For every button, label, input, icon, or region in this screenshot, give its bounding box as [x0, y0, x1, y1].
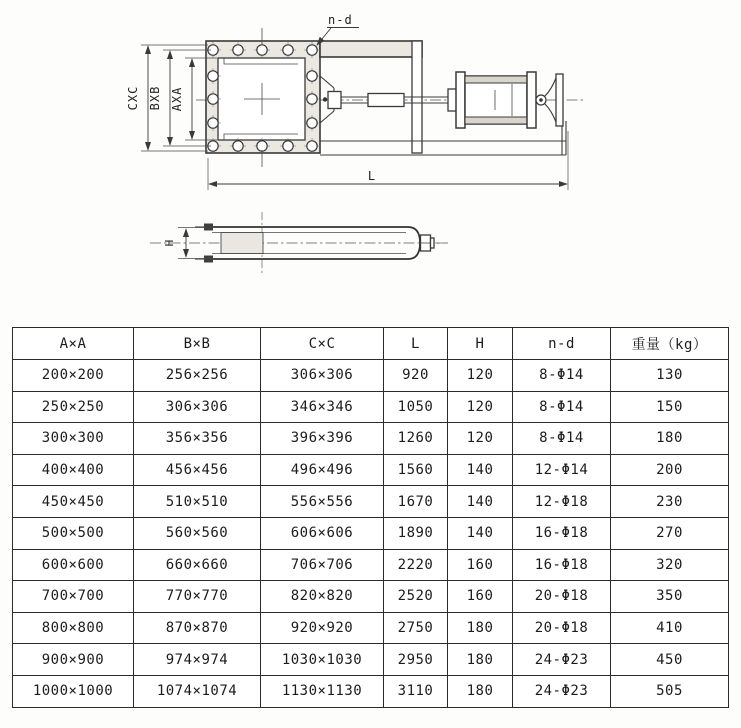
table-cell: 270 [611, 517, 729, 549]
table-cell: 700×700 [13, 581, 134, 613]
stem-coupler [368, 94, 404, 107]
table-cell: 1260 [384, 423, 448, 455]
table-row [13, 517, 729, 549]
table-cell: 320 [611, 549, 729, 581]
table-cell: 606×606 [261, 517, 384, 549]
col-header-cxc: C×C [261, 328, 384, 360]
rear-bell [536, 74, 563, 155]
technical-drawing [0, 0, 741, 322]
table-cell: 120 [448, 360, 513, 392]
table-cell: 8-Φ14 [513, 360, 611, 392]
table-cell: 8-Φ14 [513, 391, 611, 423]
table-cell: 706×706 [261, 549, 384, 581]
table-cell: 180 [448, 612, 513, 644]
table-cell: 16-Φ18 [513, 517, 611, 549]
table-cell: 974×974 [134, 644, 261, 676]
table-row [13, 549, 729, 581]
col-header-h: H [448, 328, 513, 360]
table-cell: 800×800 [13, 612, 134, 644]
stud-nut-bottom [204, 256, 213, 263]
dim-label-bxb: BXB [148, 85, 162, 111]
dim-label-axa: AXA [170, 86, 184, 112]
clevis-pin [323, 97, 327, 101]
table-cell: 456×456 [134, 454, 261, 486]
table-cell: 600×600 [13, 549, 134, 581]
table-cell: 20-Φ18 [513, 612, 611, 644]
table-cell: 1130×1130 [261, 675, 384, 707]
side-gate-block [221, 233, 263, 254]
table-cell: 120 [448, 423, 513, 455]
col-header-l: L [384, 328, 448, 360]
stud-nut-top [204, 224, 213, 231]
table-cell: 24-Φ23 [513, 675, 611, 707]
table-cell: 2220 [384, 549, 448, 581]
table-row [13, 486, 729, 518]
table-cell: 200 [611, 454, 729, 486]
col-header-axa: A×A [13, 328, 134, 360]
table-cell: 660×660 [134, 549, 261, 581]
table-row [13, 423, 729, 455]
table-cell: 450 [611, 644, 729, 676]
table-cell: 396×396 [261, 423, 384, 455]
table-cell: 496×496 [261, 454, 384, 486]
table-row [13, 391, 729, 423]
table-cell: 140 [448, 454, 513, 486]
table-cell: 1000×1000 [13, 675, 134, 707]
col-header-nd: n-d [513, 328, 611, 360]
table-cell: 20-Φ18 [513, 581, 611, 613]
table-cell: 140 [448, 486, 513, 518]
dimension-cxc [126, 45, 208, 151]
dim-label-n-d: n-d [328, 13, 353, 27]
table-cell: 180 [448, 675, 513, 707]
col-header-weight: 重量（kg） [611, 328, 729, 360]
table-row [13, 360, 729, 392]
table-row [13, 454, 729, 486]
dim-label-l: L [367, 169, 377, 183]
table-cell: 180 [448, 644, 513, 676]
table-cell: 150 [611, 391, 729, 423]
cylinder-bottom-band [465, 117, 527, 124]
table-cell: 410 [611, 612, 729, 644]
table-cell: 2750 [384, 612, 448, 644]
dim-label-cxc: CXC [126, 85, 140, 111]
table-cell: 306×306 [261, 360, 384, 392]
table-cell: 180 [611, 423, 729, 455]
table-cell: 160 [448, 549, 513, 581]
table-cell: 346×346 [261, 391, 384, 423]
table-cell: 12-Φ18 [513, 486, 611, 518]
table-cell: 140 [448, 517, 513, 549]
table-cell: 300×300 [13, 423, 134, 455]
table-cell: 1030×1030 [261, 644, 384, 676]
table-cell: 400×400 [13, 454, 134, 486]
hub-center-dot [539, 98, 543, 102]
table-cell: 1560 [384, 454, 448, 486]
dimension-table [12, 327, 729, 708]
table-cell: 24-Φ23 [513, 644, 611, 676]
table-cell: 200×200 [13, 360, 134, 392]
table-cell: 900×900 [13, 644, 134, 676]
table-cell: 12-Φ14 [513, 454, 611, 486]
cylinder-left-cap [456, 72, 465, 128]
table-cell: 510×510 [134, 486, 261, 518]
table-row [13, 675, 729, 707]
table-cell: 120 [448, 391, 513, 423]
table-cell: 2950 [384, 644, 448, 676]
table-cell: 450×450 [13, 486, 134, 518]
cylinder-top-band [465, 76, 527, 83]
table-cell: 1074×1074 [134, 675, 261, 707]
table-cell: 130 [611, 360, 729, 392]
table-cell: 16-Φ18 [513, 549, 611, 581]
table-cell: 505 [611, 675, 729, 707]
side-view [150, 212, 448, 274]
table-cell: 870×870 [134, 612, 261, 644]
cylinder-right-cap [527, 72, 536, 128]
clevis-block [328, 92, 341, 109]
cylinder-actuator [448, 72, 536, 128]
table-cell: 556×556 [261, 486, 384, 518]
table-cell: 160 [448, 581, 513, 613]
table-cell: 356×356 [134, 423, 261, 455]
table-cell: 3110 [384, 675, 448, 707]
table-cell: 500×500 [13, 517, 134, 549]
table-cell: 1890 [384, 517, 448, 549]
table-body [13, 360, 729, 708]
table-cell: 2520 [384, 581, 448, 613]
table-row [13, 612, 729, 644]
table-cell: 256×256 [134, 360, 261, 392]
table-cell: 306×306 [134, 391, 261, 423]
table-cell: 230 [611, 486, 729, 518]
col-header-bxb: B×B [134, 328, 261, 360]
table-cell: 820×820 [261, 581, 384, 613]
table-cell: 920 [384, 360, 448, 392]
table-cell: 250×250 [13, 391, 134, 423]
table-header-row [13, 328, 729, 360]
front-view [126, 13, 584, 190]
table-row [13, 581, 729, 613]
table-cell: 1050 [384, 391, 448, 423]
table-cell: 920×920 [261, 612, 384, 644]
table-cell: 350 [611, 581, 729, 613]
bell-flange [556, 74, 563, 126]
end-gland-cap [431, 238, 435, 248]
table-cell: 770×770 [134, 581, 261, 613]
table-cell: 8-Φ14 [513, 423, 611, 455]
dim-label-h: H [163, 239, 176, 247]
table-cell: 560×560 [134, 517, 261, 549]
table-row [13, 644, 729, 676]
table-cell: 1670 [384, 486, 448, 518]
frame-top-beam [320, 41, 422, 57]
